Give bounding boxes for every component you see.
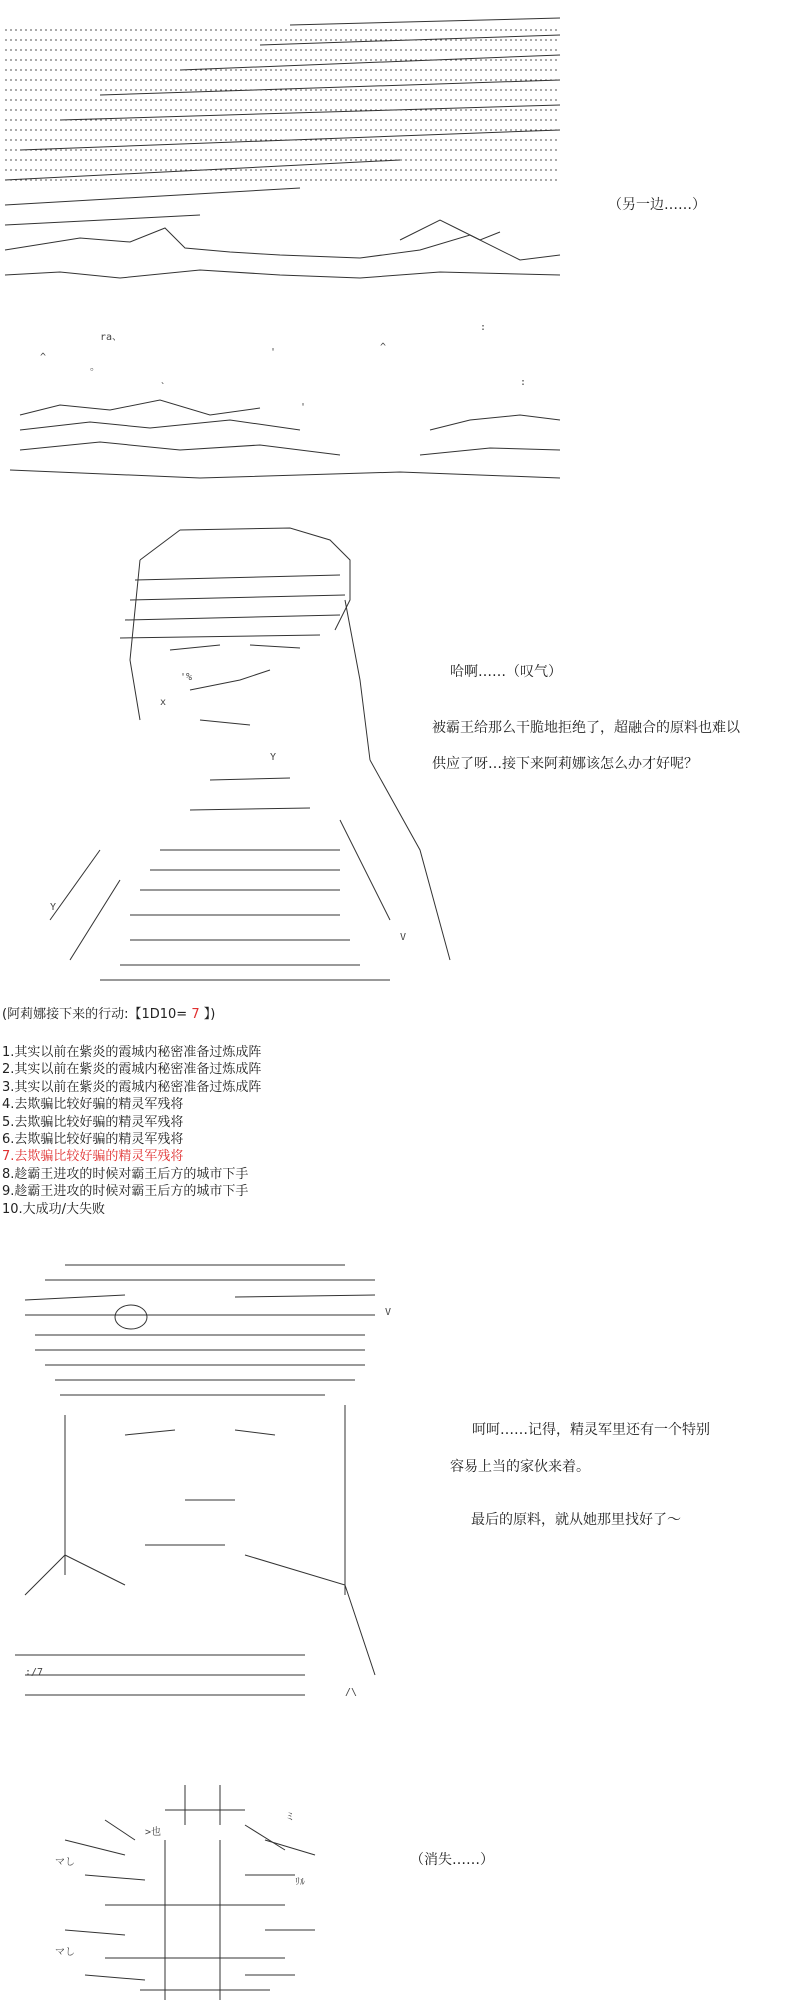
ascii-art-girl-smirking xyxy=(5,1255,390,1710)
svg-text:Y: Y xyxy=(50,902,57,913)
option-item: 9.趁霸王进攻的时候对霸王后方的城市下手 xyxy=(2,1184,249,1200)
ascii-art-vanish-effect xyxy=(45,1780,345,2000)
svg-text:Y: Y xyxy=(270,752,277,763)
caption-refused-line-2: 供应了呀…接下来阿莉娜该怎么办才好呢？ xyxy=(432,756,698,772)
svg-text:^: ^ xyxy=(380,342,387,353)
option-item: 5.去欺骗比较好骗的精灵军残将 xyxy=(2,1114,184,1130)
ascii-art-landscape xyxy=(0,10,570,490)
caption-heh: 呵呵……记得，精灵军里还有一个特别 xyxy=(472,1422,710,1438)
caption-other-side: （另一边……） xyxy=(608,197,706,213)
option-item: 8.趁霸王进攻的时候对霸王后方的城市下手 xyxy=(2,1166,249,1182)
option-item: 1.其实以前在紫炎的霞城内秘密准备过炼成阵 xyxy=(2,1045,262,1060)
svg-text::/7: :/7 xyxy=(25,1667,44,1678)
svg-text::: : xyxy=(480,322,487,333)
option-item: 10.大成功/大失败 xyxy=(2,1201,106,1217)
option-item: 4.去欺骗比较好骗的精灵军残将 xyxy=(2,1097,184,1113)
option-item: 6.去欺骗比较好骗的精灵军残将 xyxy=(2,1132,184,1148)
svg-text:V: V xyxy=(400,932,407,943)
svg-text:ﾘﾙ: ﾘﾙ xyxy=(295,1877,305,1888)
svg-text:ミ: ミ xyxy=(285,1812,295,1823)
caption-easy-fool: 容易上当的家伙来着。 xyxy=(450,1459,590,1475)
svg-text:x: x xyxy=(160,697,167,708)
caption-refused-line-1: 被霸王给那么干脆地拒绝了，超融合的原料也难以 xyxy=(432,720,740,736)
svg-text:': ' xyxy=(270,347,277,358)
dice-roll-suffix: 】) xyxy=(199,1007,216,1022)
svg-text:。: 。 xyxy=(90,362,100,373)
svg-text:ra、: ra、 xyxy=(100,332,123,343)
svg-text:V: V xyxy=(385,1307,392,1318)
option-item: 2.其实以前在紫炎的霞城内秘密准备过炼成阵 xyxy=(2,1062,262,1078)
svg-text:`: ` xyxy=(160,382,167,393)
svg-text:/\: /\ xyxy=(345,1687,358,1698)
ascii-art-girl-sighing xyxy=(40,520,470,990)
svg-text:マし: マし xyxy=(55,1947,75,1958)
option-item-selected: 7.去欺骗比较好骗的精灵军残将 xyxy=(2,1149,184,1165)
svg-text:>也: >也 xyxy=(145,1827,162,1838)
svg-text:マし: マし xyxy=(55,1857,75,1868)
svg-text:'%: '% xyxy=(180,672,193,683)
dice-roll-prefix: (阿莉娜接下来的行动:【1D10= xyxy=(2,1007,192,1022)
option-list xyxy=(2,1044,261,1218)
caption-last-material: 最后的原料，就从她那里找好了～ xyxy=(471,1512,681,1528)
dice-roll-value: 7 xyxy=(191,1007,200,1022)
dice-roll-line xyxy=(2,1005,215,1025)
svg-text:^: ^ xyxy=(40,352,47,363)
svg-text:': ' xyxy=(300,402,307,413)
caption-vanish: （消失……） xyxy=(410,1852,494,1868)
option-item: 3.其实以前在紫炎的霞城内秘密准备过炼成阵 xyxy=(2,1079,262,1095)
svg-text::: : xyxy=(520,377,527,388)
caption-sigh: 哈啊……（叹气） xyxy=(450,664,562,680)
